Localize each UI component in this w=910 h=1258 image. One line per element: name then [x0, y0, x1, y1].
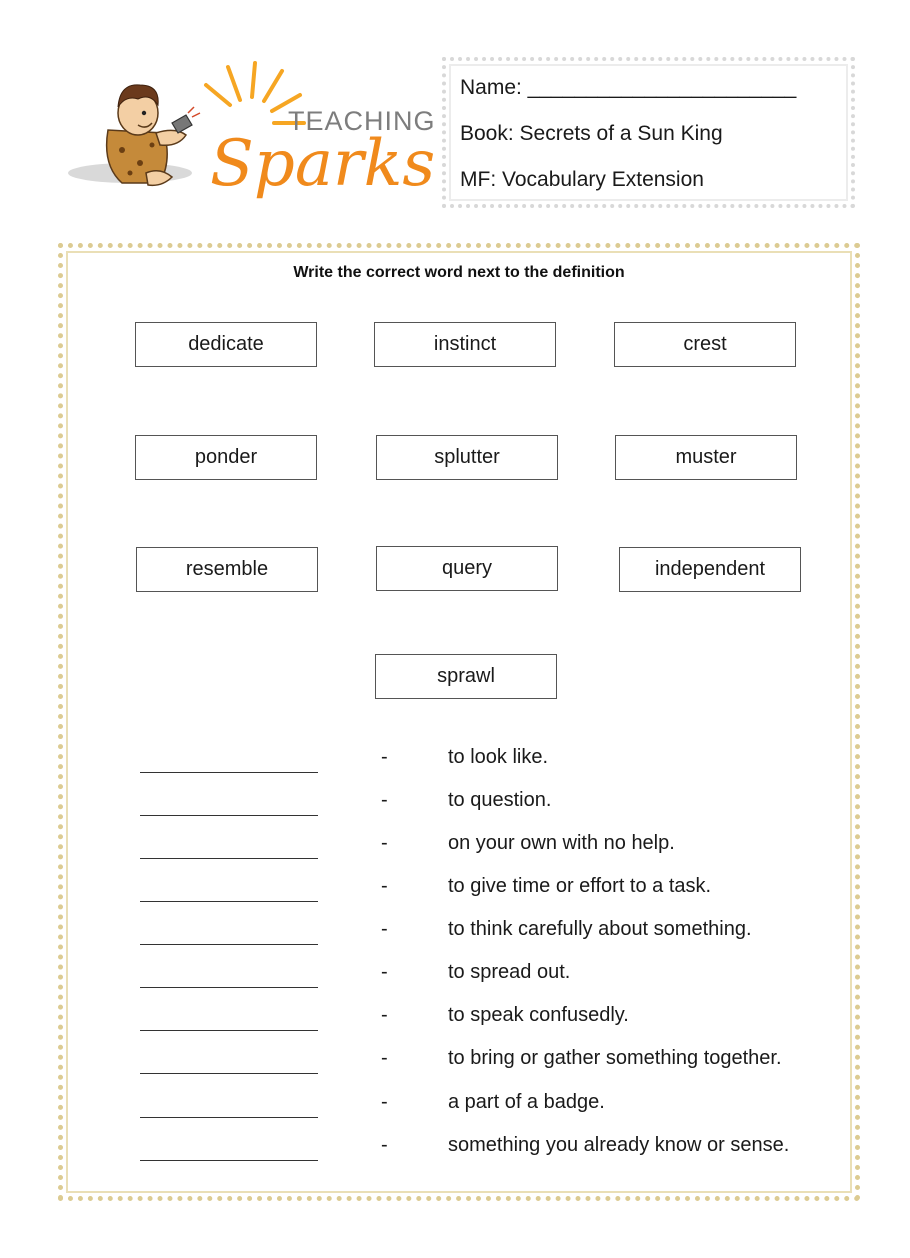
definition-row [63, 832, 853, 862]
word-box: independent [619, 547, 801, 592]
answer-blank[interactable] [140, 1091, 318, 1118]
dash: - [381, 1134, 388, 1156]
definition-text: to think carefully about something. [448, 918, 752, 940]
answer-blank[interactable] [140, 1134, 318, 1161]
definition-text: to question. [448, 789, 552, 811]
definition-text: to spread out. [448, 961, 571, 983]
answer-blank[interactable] [140, 918, 318, 945]
definition-row [63, 1091, 853, 1121]
answer-blank[interactable] [140, 961, 318, 988]
definition-text: a part of a badge. [448, 1091, 605, 1113]
dash: - [381, 746, 388, 768]
teaching-sparks-logo [60, 55, 440, 205]
word-box: muster [615, 435, 797, 480]
word-box: dedicate [135, 322, 317, 367]
answer-blank[interactable] [140, 746, 318, 773]
definition-row [63, 1047, 853, 1077]
dash: - [381, 1091, 388, 1113]
dash: - [381, 961, 388, 983]
brand-top-text: TEACHING [288, 106, 436, 136]
name-field[interactable]: Name: _______________________ [460, 76, 797, 99]
instruction-heading: Write the correct word next to the definition [293, 264, 625, 281]
word-box: sprawl [375, 654, 557, 699]
definition-row [63, 1004, 853, 1034]
word-box: query [376, 546, 558, 591]
definition-row [63, 875, 853, 905]
definition-row [63, 918, 853, 948]
student-info-box [442, 57, 855, 208]
word-box: resemble [136, 547, 318, 592]
dash: - [381, 789, 388, 811]
answer-blank[interactable] [140, 832, 318, 859]
word-box: ponder [135, 435, 317, 480]
definition-text: to give time or effort to a task. [448, 875, 712, 897]
definition-text: to look like. [448, 746, 549, 768]
definition-text: to speak confusedly. [448, 1004, 629, 1026]
dash: - [381, 875, 388, 897]
answer-blank[interactable] [140, 1047, 318, 1074]
definition-row [63, 746, 853, 776]
definition-row [63, 789, 853, 819]
definition-text: on your own with no help. [448, 832, 675, 854]
word-box: instinct [374, 322, 556, 367]
dash: - [381, 1004, 388, 1026]
word-box: crest [614, 322, 796, 367]
answer-blank[interactable] [140, 1004, 318, 1031]
brand-bottom-text: Sparks [210, 127, 436, 201]
worksheet-panel [58, 243, 860, 1201]
dash: - [381, 1047, 388, 1069]
answer-blank[interactable] [140, 875, 318, 902]
dash: - [381, 832, 388, 854]
book-title: Book: Secrets of a Sun King [460, 122, 723, 145]
dash: - [381, 918, 388, 940]
word-box: splutter [376, 435, 558, 480]
definition-text: something you already know or sense. [448, 1134, 790, 1156]
module-title: MF: Vocabulary Extension [460, 168, 704, 191]
definition-text: to bring or gather something together. [448, 1047, 782, 1069]
answer-blank[interactable] [140, 789, 318, 816]
definition-row [63, 961, 853, 991]
definition-row [63, 1134, 853, 1164]
